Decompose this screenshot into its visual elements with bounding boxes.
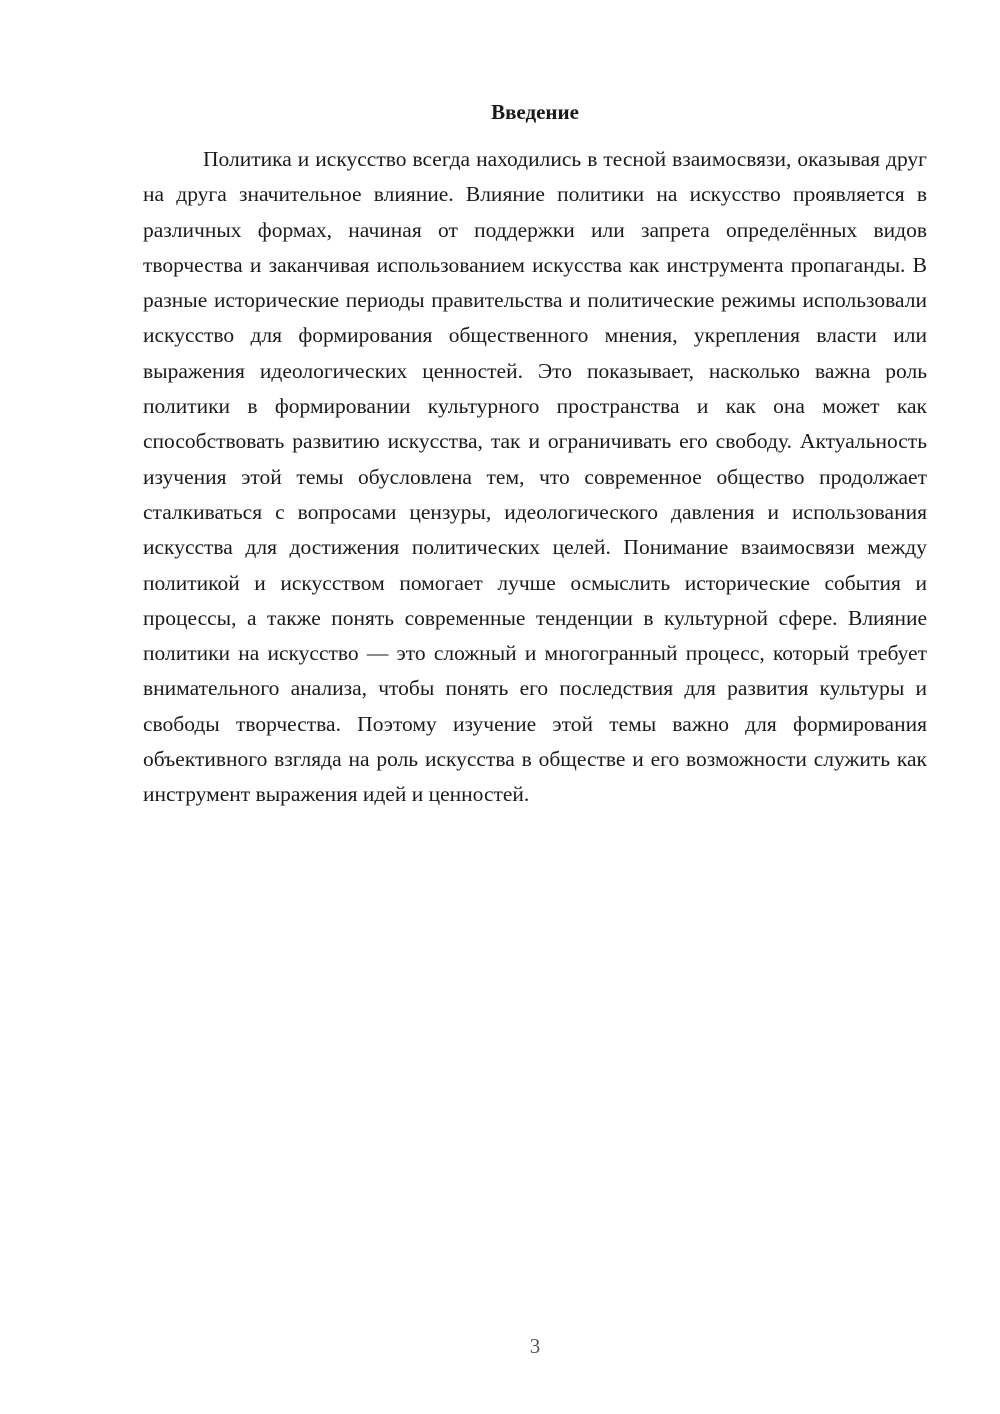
- section-heading: Введение: [491, 100, 579, 124]
- body-paragraph: Политика и искусство всегда находились в тесной взаимосвязи, оказывая друг на друга значительное влияние. Влияние политики на искусство проявляется в различных формах, начиная от поддержки или запрета определённых видов творчества и заканчивая использованием искусства как инструмента пропаганды. В разные исторические периоды правительства и политические режимы использовали искусство для формирования общественного мнения, укрепления власти или выражения идеологических ценностей. Это показывает, насколько важна роль политики в формировании культурного пространства и как она может как способствовать развитию искусства, так и ограничивать его свободу. Актуальность изучения этой темы обусловлена тем, что современное общество продолжает сталкиваться с вопросами цензуры, идеологического давления и использования искусства для достижения политических целей. Понимание взаимосвязи между политикой и искусством помогает лучше осмыслить исторические события и процессы, а также понять современные тенденции в культурной сфере. Влияние политики на искусство — это сложный и многогранный процесс, который требует внимательного анализа, чтобы понять его последствия для развития культуры и свободы творчества. Поэтому изучение этой темы важно для формирования объективного взгляда на роль искусства в обществе и его возможности служить как инструмент выражения идей и ценностей.: [143, 147, 927, 807]
- page-number: 3: [529, 1334, 541, 1358]
